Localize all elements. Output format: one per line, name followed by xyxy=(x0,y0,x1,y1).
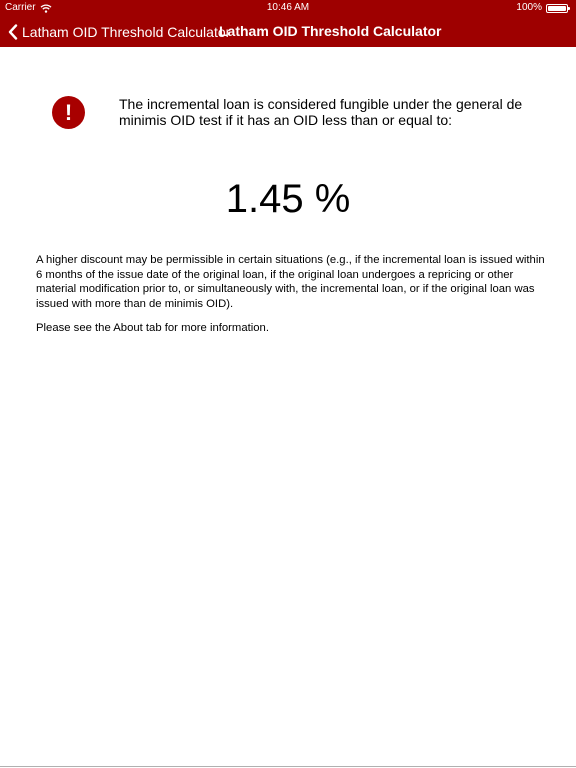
status-bar xyxy=(0,0,576,16)
note-paragraph: A higher discount may be permissible in certain situations (e.g., if the incremental loan is issued within 6 months of the issue date of the original loan, if the original loan undergoes a repricing or other material modification prior to, or simultaneously with, the incremental loan, or if the original loan was issued with more than de minimis OID). xyxy=(36,254,545,310)
carrier-label: Carrier xyxy=(5,2,36,13)
nav-title: Latham OID Threshold Calculator xyxy=(219,23,442,39)
intro-text: The incremental loan is considered fungible under the general de minimis OID test if it has an OID less than or equal to: xyxy=(119,96,523,128)
chevron-left-icon xyxy=(8,24,18,40)
exclamation-circle-icon: ! xyxy=(52,96,85,129)
battery-percent: 100% xyxy=(516,2,542,13)
back-button-label: Latham OID Threshold Calculator xyxy=(22,23,231,40)
top-bar xyxy=(0,0,576,47)
threshold-value: 1.45 % xyxy=(225,177,351,221)
battery-icon xyxy=(546,4,568,13)
navigation-bar xyxy=(0,16,576,47)
back-button[interactable] xyxy=(8,16,230,47)
status-time: 10:46 AM xyxy=(266,2,310,13)
bottom-divider xyxy=(0,766,576,767)
status-right xyxy=(516,0,570,16)
about-hint: Please see the About tab for more information. xyxy=(36,322,269,334)
